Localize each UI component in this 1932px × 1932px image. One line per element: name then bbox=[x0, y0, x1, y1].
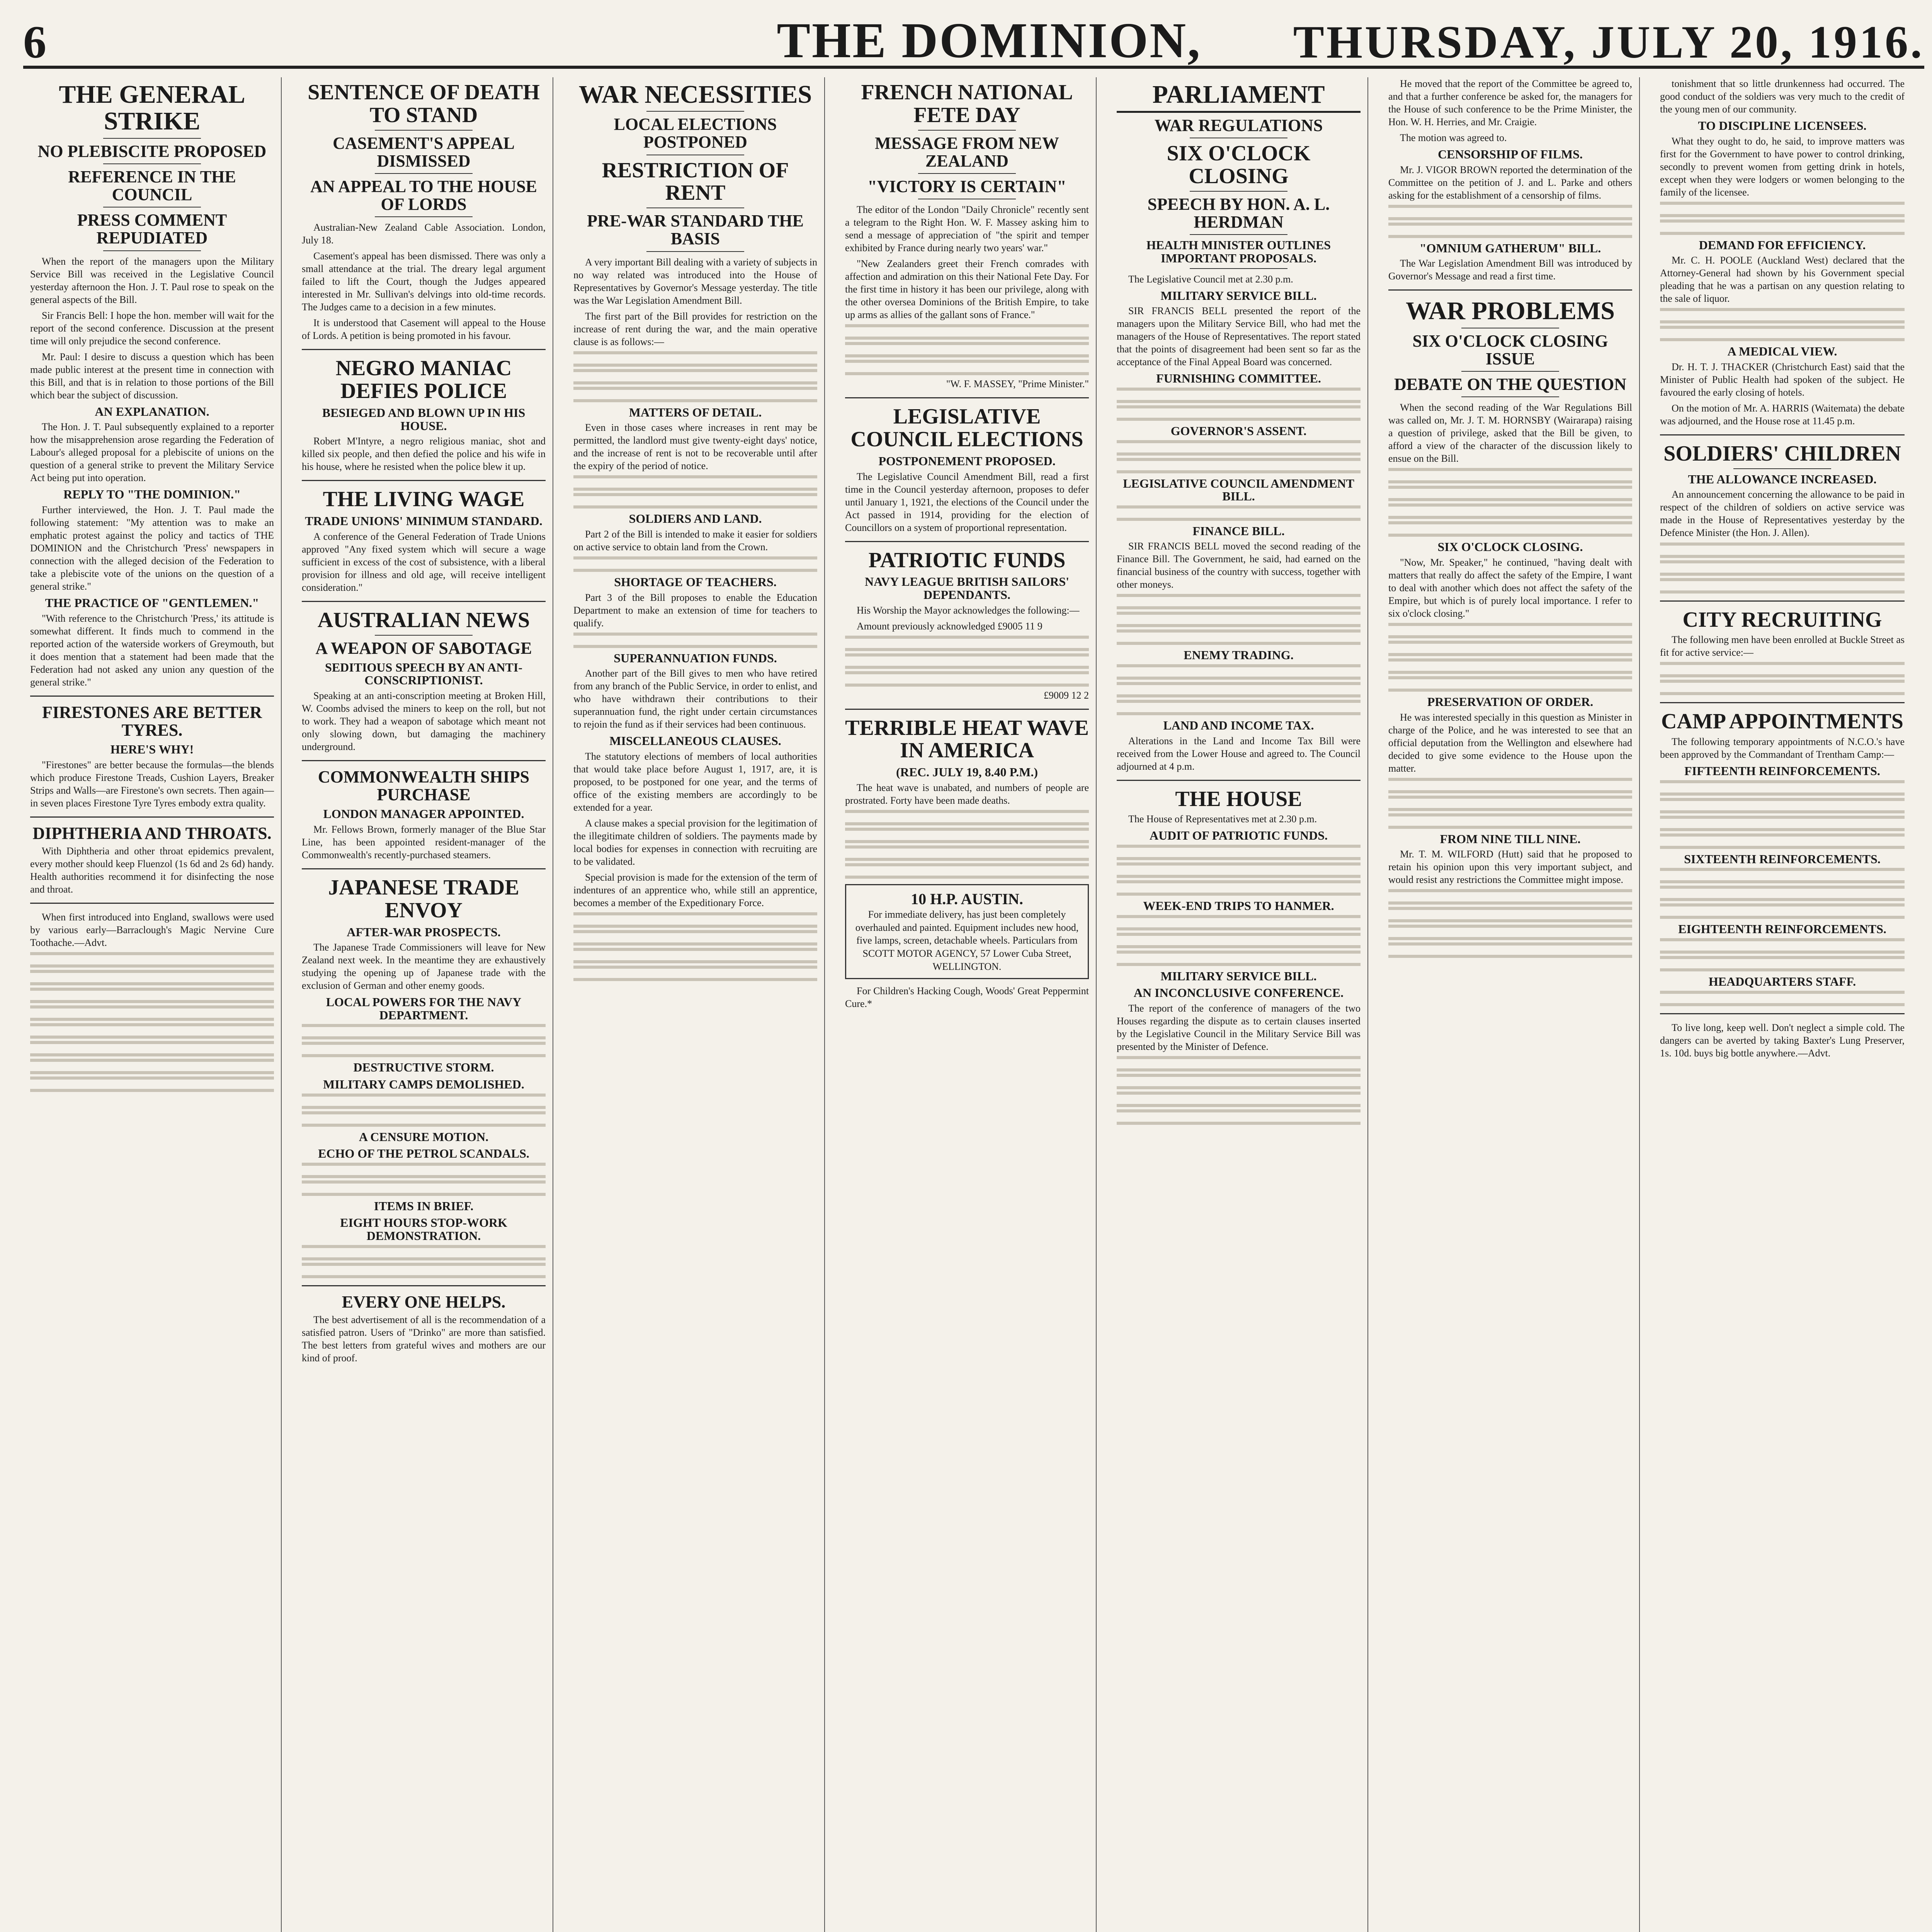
column-3 bbox=[566, 77, 825, 1932]
subheading: MISCELLANEOUS CLAUSES. bbox=[609, 734, 781, 748]
paragraph: Mr. Fellows Brown, formerly manager of the Blue Star Line, has been appointed resident-manager of the Commonwealth's recently-purchased steamers. bbox=[302, 824, 546, 861]
paragraph: SIR FRANCIS BELL presented the report of the managers upon the Military Service Bill, who had met the managers of the House of Representatives. The report stated that the points of disagreement had been sent so far as the acceptance of the Final Appeal Board was concerned. bbox=[1117, 305, 1361, 368]
paragraph: Mr. Paul: I desire to discuss a question which has been made public interest at the present time in connection with this Bill, and that is in relation to those portions of the Bill which bear the subject of discussion. bbox=[30, 351, 274, 401]
subheading: FURNISHING COMMITTEE. bbox=[1156, 371, 1321, 386]
advert-title: DIPHTHERIA AND THROATS. bbox=[32, 823, 272, 843]
deck: THE ALLOWANCE INCREASED. bbox=[1688, 472, 1877, 486]
paragraph: The following men have been enrolled at Buckle Street as fit for active service:— bbox=[1660, 634, 1905, 658]
fund-line bbox=[845, 620, 1089, 633]
headline: FRENCH NATIONAL FETE DAY bbox=[861, 80, 1073, 127]
column-7 bbox=[1653, 77, 1912, 1932]
advert-text: "Firestones" are better because the formulas—the blends which produce Firestone Treads, Cushion Layers, Breaker Strips and Walls—are Firestone's own secrets. Then again—in seven places Firestone Tyre Tyres embody extra quality. bbox=[30, 759, 274, 809]
fund-value: £9005 11 9 bbox=[997, 620, 1043, 632]
deck: LOCAL POWERS FOR THE NAVY DEPARTMENT. bbox=[326, 995, 522, 1022]
subheading: CENSORSHIP OF FILMS. bbox=[1438, 147, 1583, 162]
advert-subtitle: HERE'S WHY! bbox=[110, 742, 194, 757]
headline: NEGRO MANIAC DEFIES POLICE bbox=[335, 356, 512, 403]
page-number: 6 bbox=[23, 16, 46, 68]
newspaper-title: THE DOMINION, bbox=[777, 13, 1202, 68]
deck: HEALTH MINISTER OUTLINES IMPORTANT PROPOSALS. bbox=[1146, 238, 1331, 265]
paragraph: Another part of the Bill gives to men who have retired from any branch of the Public Service, in order to enlist, and who have withdrawn their contributions to their superannuation fund, the right under certain circumstances to rejoin the fund as if their services had been continuous. bbox=[573, 668, 817, 730]
headline: JAPANESE TRADE ENVOY bbox=[328, 876, 519, 922]
paragraph: The following temporary appointments of N.C.O.'s have been approved by the Commandant of Trentham Camp:— bbox=[1660, 736, 1905, 760]
deck: NO PLEBISCITE PROPOSED bbox=[37, 141, 267, 161]
subheading: TO DISCIPLINE LICENSEES. bbox=[1698, 119, 1867, 133]
paragraph: Part 2 of the Bill is intended to make it easier for soldiers on active service to obtain land from the Crown. bbox=[573, 529, 817, 553]
headline: PATRIOTIC FUNDS bbox=[868, 548, 1066, 572]
paragraph: Further interviewed, the Hon. J. T. Paul made the following statement: "My attention was to make an emphatic protest against the policy and tactics of THE DOMINION and the Christchurch 'Press' newspapers in connection with the alleged decision of the Federation to take a plebiscite vote of the unions on the question of a general strike." bbox=[30, 504, 274, 592]
advert-box bbox=[845, 884, 1089, 979]
deck: NAVY LEAGUE BRITISH SAILORS' DEPENDANTS. bbox=[864, 575, 1070, 602]
subheading: PRESERVATION OF ORDER. bbox=[1427, 694, 1594, 709]
deck: PRESS COMMENT REPUDIATED bbox=[77, 211, 227, 248]
column-2 bbox=[295, 77, 553, 1932]
subheading: EIGHTEENTH REINFORCEMENTS. bbox=[1678, 922, 1886, 936]
paragraph: Dr. H. T. J. THACKER (Christchurch East) said that the Minister of Public Health had spoken of the subject. He favoured the early closing of hotels. bbox=[1660, 361, 1905, 398]
deck: MESSAGE FROM NEW ZEALAND bbox=[875, 133, 1059, 170]
paragraph: He was interested specially in this question as Minister in charge of the Police, and he was interested to see that an official deputation from the Wellington and elsewhere had decided to give some evidence to the House upon the matter. bbox=[1388, 711, 1632, 774]
headline: AUSTRALIAN NEWS bbox=[317, 608, 530, 632]
subheading: MILITARY SERVICE BILL. bbox=[1160, 288, 1317, 303]
deck: AFTER-WAR PROSPECTS. bbox=[347, 925, 501, 939]
paragraph: The first part of the Bill provides for restriction on the increase of rent during the war, and the main operative clause is as follows:— bbox=[573, 310, 817, 347]
deck: A WEAPON OF SABOTAGE bbox=[315, 638, 532, 658]
headline: LEGISLATIVE COUNCIL ELECTIONS bbox=[850, 405, 1083, 452]
paragraph: The report of the conference of managers of the two Houses regarding the dispute as to certain clauses inserted by the Legislative Council in the Military Service Bill was presented by the Minister of Defence. bbox=[1117, 1002, 1361, 1052]
deck: BESIEGED AND BLOWN UP IN HIS HOUSE. bbox=[322, 406, 526, 433]
paragraph: The Legislative Council Amendment Bill, read a first time in the Council yesterday afternoon, proposes to defer until January 1, 1921, the elections of the Council under the Act passed in 1914, providing for the election of Councillors on a system of proportional representation. bbox=[845, 471, 1089, 533]
headline: WAR PROBLEMS bbox=[1406, 297, 1615, 325]
deck: TRADE UNIONS' MINIMUM STANDARD. bbox=[305, 514, 543, 528]
fund-label: Amount previously acknowledged bbox=[857, 620, 995, 632]
deck: REFERENCE IN THE COUNCIL bbox=[68, 167, 236, 204]
subheading: AN EXPLANATION. bbox=[95, 404, 209, 418]
headline: COMMONWEALTH SHIPS PURCHASE bbox=[318, 767, 530, 804]
advert-text: For immediate delivery, has just been completely overhauled and painted. Equipment includes new hood, five lamps, screen, detachable wheels. Particulars from bbox=[855, 908, 1079, 946]
dateline: Australian-New Zealand Cable Association. London, July 18. bbox=[302, 222, 546, 246]
deck: ECHO OF THE PETROL SCANDALS. bbox=[318, 1146, 529, 1161]
paragraph: On the motion of Mr. A. HARRIS (Waitemata) the debate was adjourned, and the House rose at 11.45 p.m. bbox=[1660, 403, 1905, 427]
paragraph: The best advertisement of all is the recommendation of a satisfied patron. Users of "Drinko" are more than satisfied. The best letters from grateful wives and mothers are our kind of proof. bbox=[302, 1314, 546, 1364]
advert-firm: SCOTT MOTOR AGENCY, 57 Lower Cuba Street, WELLINGTON. bbox=[862, 948, 1071, 973]
headline: EVERY ONE HELPS. bbox=[342, 1292, 506, 1311]
paragraph: When the report of the managers upon the Military Service Bill was received in the Legislative Council yesterday afternoon the Hon. J. T. Paul rose to speak on the general aspects of the Bill. bbox=[30, 255, 274, 305]
advert-title: 10 H.P. AUSTIN. bbox=[911, 890, 1023, 908]
headline: CITY RECRUITING bbox=[1682, 607, 1882, 632]
subheading: SIX O'CLOCK CLOSING. bbox=[1437, 540, 1583, 554]
paragraph: Alterations in the Land and Income Tax Bill were received from the Lower House and agreed to. The Council adjourned at 4 p.m. bbox=[1117, 735, 1361, 772]
subheading: FROM NINE TILL NINE. bbox=[1440, 832, 1581, 846]
deck: AN APPEAL TO THE HOUSE OF LORDS bbox=[310, 177, 537, 214]
deck: DESTRUCTIVE STORM. bbox=[353, 1060, 494, 1075]
column-1 bbox=[23, 77, 282, 1932]
paragraph: A clause makes a special provision for the legitimation of the illegitimate children of soldiers. The payments made by local bodies for expenses in connection with recruiting are to be validated. bbox=[573, 818, 817, 867]
subheading: SIXTEENTH REINFORCEMENTS. bbox=[1684, 852, 1881, 866]
deck: ITEMS IN BRIEF. bbox=[374, 1199, 474, 1213]
paragraph: Mr. T. M. WILFORD (Hutt) said that he proposed to retain his opinion upon this very important subject, and would resist any restrictions the Committee might impose. bbox=[1388, 849, 1632, 886]
paragraph: "Now, Mr. Speaker," he continued, "having dealt with matters that really do affect the safety of the Empire, I want to deal with another which does not affect the safety of the Empire, but which is of purely local importance. I refer to six o'clock closing." bbox=[1388, 556, 1632, 619]
subheading: SOLDIERS AND LAND. bbox=[629, 512, 762, 526]
headline: SENTENCE OF DEATH TO STAND bbox=[308, 80, 540, 127]
headline: SOLDIERS' CHILDREN bbox=[1663, 442, 1901, 466]
paragraph: His Worship the Mayor acknowledges the following:— bbox=[857, 604, 1080, 616]
subheading: SHORTAGE OF TEACHERS. bbox=[614, 575, 777, 589]
deck: CASEMENT'S APPEAL DISMISSED bbox=[333, 133, 515, 170]
paragraph: When the second reading of the War Regulations Bill was called on, Mr. J. T. M. HORNSBY (Wairarapa) raising a question of privilege, asked that the Bill be given, to afford a view of the character of the discussion likely to ensue on the Bill. bbox=[1388, 402, 1632, 464]
deck: AN INCONCLUSIVE CONFERENCE. bbox=[1133, 986, 1344, 1000]
column-5 bbox=[1110, 77, 1368, 1932]
paragraph: Sir Francis Bell: I hope the hon. member will wait for the report of the second conference. Discussion at the present time will only prejudice the second conference. bbox=[30, 310, 274, 347]
paragraph: The editor of the London "Daily Chronicle" recently sent a telegram to the Right Hon. W. F. Massey asking him to send a message of appreciation of "the spirit and temper exhibited by France during nearly two years' war." bbox=[845, 204, 1089, 254]
columns bbox=[23, 77, 1924, 1932]
paragraph: For Children's Hacking Cough, Woods' Great Peppermint Cure.* bbox=[845, 985, 1089, 1009]
subheading: REPLY TO "THE DOMINION." bbox=[63, 487, 241, 502]
subheading: SUPERANNUATION FUNDS. bbox=[614, 651, 777, 665]
subheading: WEEK-END TRIPS TO HANMER. bbox=[1143, 899, 1334, 913]
advert-title: FIRESTONES ARE BETTER TYRES. bbox=[42, 702, 262, 740]
paragraph: Mr. C. H. POOLE (Auckland West) declared that the Attorney-General had shown by his Government special pleading that he was a partisan on any question relating to the sale of liquor. bbox=[1660, 255, 1905, 304]
subheading: DEMAND FOR EFFICIENCY. bbox=[1699, 238, 1866, 252]
subheading: THE PRACTICE OF "GENTLEMEN." bbox=[45, 596, 259, 610]
issue-date: THURSDAY, JULY 20, 1916. bbox=[1293, 16, 1924, 68]
deck: A CENSURE MOTION. bbox=[359, 1129, 489, 1144]
paragraph: Part 3 of the Bill proposes to enable the Education Department to make an extension of time for teachers to qualify. bbox=[573, 592, 817, 629]
paragraph: He moved that the report of the Committee be agreed to, and that a further conference be asked for, the managers for the House of such conference to be the Prime Minister, the Hon. W. H. Herries, and Mr. Craigie. bbox=[1388, 78, 1632, 128]
subheading: "OMNIUM GATHERUM" BILL. bbox=[1419, 241, 1601, 255]
paragraph: Special provision is made for the extension of the term of indentures of an apprentice who, while still an apprentice, becomes a member of the Expeditionary Force. bbox=[573, 872, 817, 909]
subheading: MILITARY SERVICE BILL. bbox=[1160, 969, 1317, 983]
subheading: FIFTEENTH REINFORCEMENTS. bbox=[1684, 764, 1880, 778]
paragraph: tonishment that so little drunkenness had occurred. The good conduct of the soldiers was very much to the credit of the young men of our community. bbox=[1660, 78, 1905, 115]
paragraph: To live long, keep well. Don't neglect a simple cold. The dangers can be averted by taking Baxter's Lung Preserver, 1s. 10d. buys big bottle anywhere.—Advt. bbox=[1660, 1022, 1905, 1059]
paragraph: Even in those cases where increases in rent may be permitted, the landlord must give twenty-eight days' notice, and the increase of rent is not to be recoverable until after the expiry of the period of notice. bbox=[573, 422, 817, 472]
paragraph: The motion was agreed to. bbox=[1400, 132, 1507, 144]
deck: DEBATE ON THE QUESTION bbox=[1394, 375, 1627, 394]
paragraph: The War Legislation Amendment Bill was introduced by Governor's Message and read a first time. bbox=[1388, 258, 1632, 282]
headline: TERRIBLE HEAT WAVE IN AMERICA bbox=[845, 716, 1089, 763]
column-4 bbox=[838, 77, 1097, 1932]
deck: EIGHT HOURS STOP-WORK DEMONSTRATION. bbox=[340, 1216, 507, 1243]
deck: (REC. JULY 19, 8.40 P.M.) bbox=[896, 765, 1038, 779]
subheading: LEGISLATIVE COUNCIL AMENDMENT BILL. bbox=[1123, 476, 1354, 503]
deck: LONDON MANAGER APPOINTED. bbox=[323, 807, 524, 821]
subheading: MATTERS OF DETAIL. bbox=[629, 405, 762, 419]
deck: SIX O'CLOCK CLOSING ISSUE bbox=[1412, 331, 1608, 368]
paragraph: Speaking at an anti-conscription meeting at Broken Hill, W. Coombs advised the miners to keep on the roll, but not to work. They had a weapon of sabotage which meant not only slowing down, but damaging the machinery underground. bbox=[302, 690, 546, 753]
headline: CAMP APPOINTMENTS bbox=[1661, 709, 1903, 734]
subheading: HEADQUARTERS STAFF. bbox=[1708, 974, 1856, 988]
deck: SIX O'CLOCK CLOSING bbox=[1167, 141, 1311, 189]
paragraph: "New Zealanders greet their French comrades with affection and admiration on this their National Fete Day. For the first time in history it has been our privilege, along with the other oversea Dominions of the British Empire, to take up arms as allies of the gallant sons of France." bbox=[845, 258, 1089, 321]
subheading: LAND AND INCOME TAX. bbox=[1163, 718, 1314, 732]
paragraph: Robert M'Intyre, a negro religious maniac, shot and killed six people, and then defied the police and his wife in his house, where he resisted when the police blew it up. bbox=[302, 435, 546, 473]
paragraph: When first introduced into England, swallows were used by various early—Barraclough's Magic Nervine Cure Toothache.—Advt. bbox=[30, 912, 274, 949]
headline: THE GENERAL STRIKE bbox=[59, 80, 245, 136]
paragraph: A conference of the General Federation of Trade Unions approved "Any fixed system which will secure a wage sufficient in excess of the cost of subsistence, with a liberal provision for illness and old age, will receive intelligent consideration." bbox=[302, 531, 546, 593]
deck: SPEECH BY HON. A. L. HERDMAN bbox=[1147, 195, 1330, 232]
paragraph: Mr. J. VIGOR BROWN reported the determination of the Committee on the petition of J. and L. Parke and others asking for the establishment of a censorship of films. bbox=[1388, 164, 1632, 201]
deck: WAR REGULATIONS bbox=[1154, 116, 1323, 135]
paragraph: The House of Representatives met at 2.30 p.m. bbox=[1128, 813, 1317, 825]
paragraph: SIR FRANCIS BELL moved the second reading of the Finance Bill. The Government, he said, had earned on the financial business of the country with success, together with other moneys. bbox=[1117, 541, 1361, 590]
paragraph: A very important Bill dealing with a variety of subjects in no way related was introduced into the House of Representatives by Governor's Message yesterday. The title was the War Legislation Amendment Bill. bbox=[573, 256, 817, 306]
signature: "W. F. MASSEY, "Prime Minister." bbox=[946, 378, 1089, 390]
paragraph: The statutory elections of members of local authorities that would take place before August 1, 1917, are, it is proposed, to be postponed for one year, and the terms of office of the existing members are accordingly to be extended for a year. bbox=[573, 750, 817, 813]
deck: POSTPONEMENT PROPOSED. bbox=[878, 454, 1056, 468]
paragraph: The Legislative Council met at 2.30 p.m. bbox=[1128, 273, 1293, 285]
headline: PARLIAMENT bbox=[1152, 80, 1325, 109]
deck: MILITARY CAMPS DEMOLISHED. bbox=[323, 1077, 524, 1092]
headline: THE LIVING WAGE bbox=[323, 487, 525, 512]
paragraph: The heat wave is unabated, and numbers of people are prostrated. Forty have been made deaths. bbox=[845, 782, 1089, 806]
column-6 bbox=[1381, 77, 1640, 1932]
paragraph: The Japanese Trade Commissioners will leave for New Zealand next week. In the meantime they are exhaustively studying the opening up of Japanese trade with the exclusion of German and other enemy goods. bbox=[302, 942, 546, 992]
fund-total: £9009 12 2 bbox=[1044, 689, 1089, 701]
masthead bbox=[23, 8, 1924, 69]
deck: RESTRICTION OF RENT bbox=[602, 158, 789, 205]
paragraph: The Hon. J. T. Paul subsequently explained to a reporter how the misapprehension arose regarding the Federation of Labour's alleged proposal for a plebiscite of unions on the question of a general strike to prevent the Military Service Act being put into operation. bbox=[30, 421, 274, 484]
headline: WAR NECESSITIES bbox=[578, 80, 812, 109]
deck: "VICTORY IS CERTAIN" bbox=[867, 177, 1066, 196]
paragraph: Casement's appeal has been dismissed. There was only a small attendance at the trial. The dreary legal argument failed to lift the Court, though the Judges appeared interested in Mr. Sullivan's delvings into old-time records. The Judges came to a decision in a few minutes. bbox=[302, 250, 546, 313]
subheading: GOVERNOR'S ASSENT. bbox=[1170, 423, 1307, 438]
subheading: ENEMY TRADING. bbox=[1184, 648, 1294, 662]
subheading: AUDIT OF PATRIOTIC FUNDS. bbox=[1149, 828, 1328, 843]
deck: PRE-WAR STANDARD THE BASIS bbox=[587, 211, 804, 248]
paragraph: "With reference to the Christchurch 'Press,' its attitude is somewhat different. It finds much to commend in the reported action of the waterside workers of Greymouth, but it does mention that a statement had been made that the Federation had not asked any union any question of the general strike." bbox=[30, 612, 274, 688]
paragraph: It is understood that Casement will appeal to the House of Lords. A petition is being promoted in his favour. bbox=[302, 317, 546, 342]
subheading: A MEDICAL VIEW. bbox=[1727, 344, 1837, 359]
subheading: FINANCE BILL. bbox=[1192, 524, 1285, 538]
paragraph: An announcement concerning the allowance to be paid in respect of the children of soldiers on active service was made in the House of Representatives yesterday by the Defence Minister (the Hon. J. Allen). bbox=[1660, 489, 1905, 539]
advert-text: With Diphtheria and other throat epidemics prevalent, every mother should keep Fluenzol (1s 6d and 2s 6d) handy. Health authorities recommend it for disinfecting the nose and throat. bbox=[30, 845, 274, 895]
deck: SEDITIOUS SPEECH BY AN ANTI-CONSCRIPTIONIST. bbox=[325, 660, 522, 687]
paragraph: What they ought to do, he said, to improve matters was first for the Government to have power to control drinking, secondly to prevent women from getting drink in hotels, except when they were lodgers or women belonging to the family of the licensee. bbox=[1660, 135, 1905, 198]
deck: LOCAL ELECTIONS POSTPONED bbox=[614, 115, 777, 152]
headline: THE HOUSE bbox=[1175, 787, 1302, 811]
